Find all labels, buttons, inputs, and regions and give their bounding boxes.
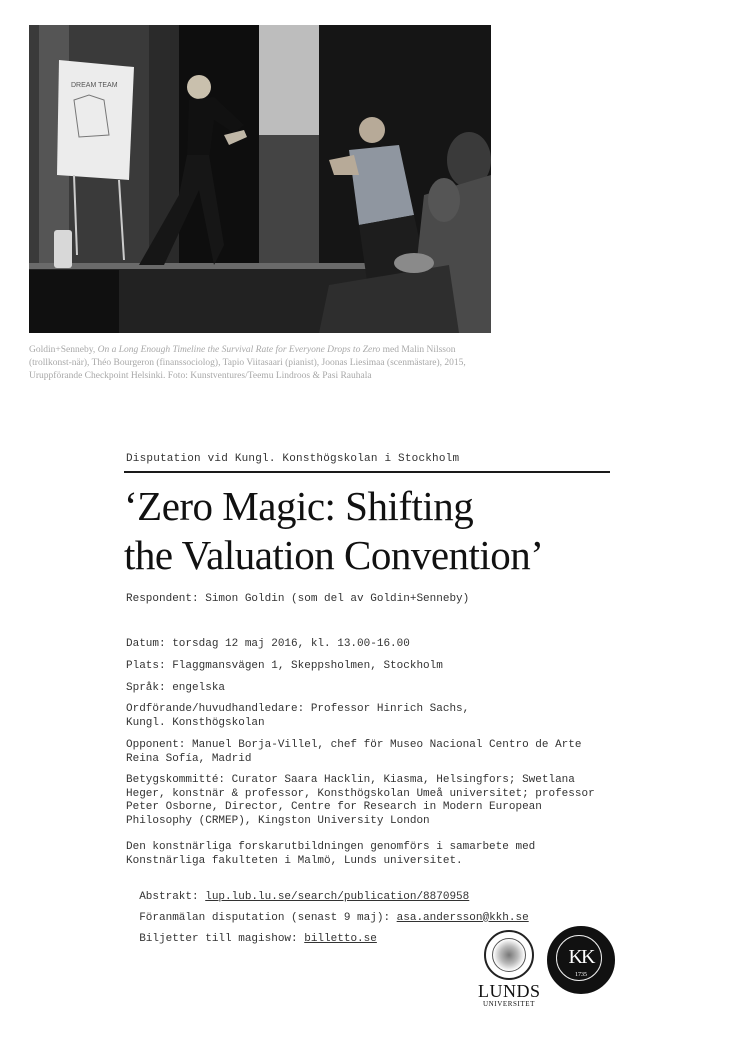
caption-artist: Goldin+Senneby,	[29, 345, 96, 355]
lund-university-logo	[478, 926, 540, 1008]
caption-work-title: On a Long Enough Timeline the Survival Rate for Everyone Drops to Zero	[97, 345, 381, 355]
registration-label: Föranmälan disputation (senast 9 maj):	[139, 911, 397, 924]
opponent-line: Opponent: Manuel Borja-Villel, chef för Museo Nacional Centro de Arte Reina Sofía, Madrid	[126, 739, 582, 765]
photo-caption	[29, 344, 499, 383]
lund-sub: UNIVERSITET	[482, 1000, 536, 1008]
tickets-label: Biljetter till magishow:	[139, 932, 305, 945]
pretitle: Disputation vid Kungl. Konsthögskolan i Stockholm	[126, 453, 460, 465]
respondent: Respondent: Simon Goldin (som del av Goldin+Senneby)	[126, 593, 470, 605]
abstract-label: Abstrakt:	[139, 890, 206, 903]
title-rule	[124, 471, 610, 473]
page-title	[124, 482, 644, 580]
kkh-seal-icon	[547, 926, 615, 994]
kkh-mark: KK	[568, 946, 594, 968]
lund-seal-icon	[484, 930, 534, 980]
lund-name: LUNDS	[478, 981, 541, 1001]
performance-photo	[29, 25, 491, 333]
kkh-logo	[547, 926, 615, 994]
kkh-year: 1735	[575, 972, 587, 978]
abstract-link[interactable]: lup.lub.lu.se/search/publication/8870958	[205, 890, 470, 903]
flipchart-text: DREAM TEAM	[71, 82, 118, 89]
chair-line: Ordförande/huvudhandledare: Professor Hinrich Sachs, Kungl. Konsthögskolan	[126, 703, 470, 729]
title-line-2: the Valuation Convention’	[124, 532, 544, 578]
committee-line: Betygskommitté: Curator Saara Hacklin, Kiasma, Helsingfors; Swetlana Heger, konstnär & professor, Konsthögskolan Umeå universitet; professor Peter Osborne, Director, Centre for Research in Modern European Philosophy (CRMEP), Kingston University London	[126, 774, 595, 827]
place-line: Plats: Flaggmansvägen 1, Skeppsholmen, Stockholm	[126, 660, 443, 672]
collaboration-line: Den konstnärliga forskarutbildningen genomförs i samarbete med Konstnärliga fakulteten i Malmö, Lunds universitet.	[126, 841, 536, 867]
date-line: Datum: torsdag 12 maj 2016, kl. 13.00-16.00	[126, 638, 410, 650]
language-line: Språk: engelska	[126, 682, 226, 694]
caption-credits: med Malin Nilsson (trollkonst-när), Théo Bourgeron (finanssociolog), Tapio Viitasaari (pianist), Joonas Liesimaa (scenmästare), 2015, Uruppförande Checkpoint Helsinki. Foto: Kunstventures/Teemu Lindroos & Pasi Rauhala	[29, 345, 466, 381]
title-line-1: ‘Zero Magic: Shifting	[124, 483, 474, 529]
tickets-link[interactable]: billetto.se	[304, 932, 377, 945]
registration-email-link[interactable]: asa.andersson@kkh.se	[396, 911, 529, 924]
